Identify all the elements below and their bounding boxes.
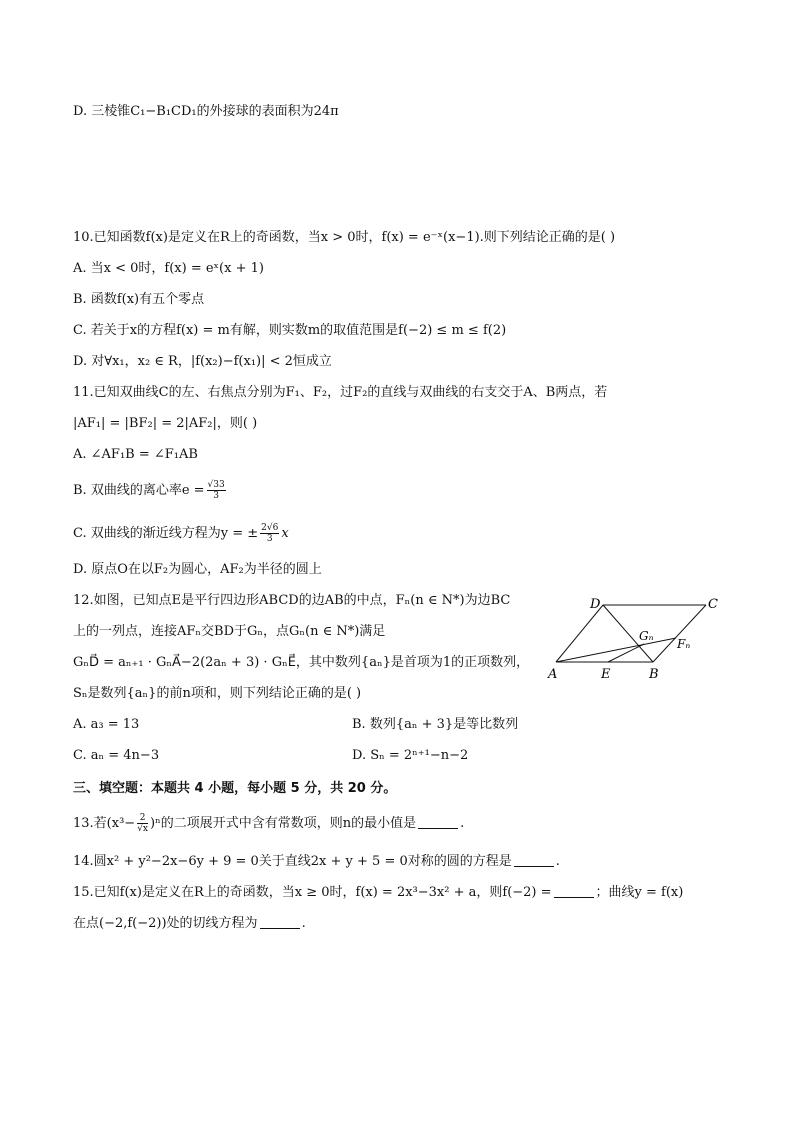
q10-option-a: A. 当x < 0时，f(x) = eˣ(x + 1): [73, 261, 264, 276]
q15: 15.已知f(x)是定义在R上的奇函数，当x ≥ 0时，f(x) = 2x³−3x² + a，则f(−2) = ；曲线y = f(x): [73, 885, 684, 900]
segment-eg: [608, 644, 644, 662]
eccentricity-fraction: $\frac{√33}{3}$: [207, 480, 225, 501]
q12-stem-2: 上的一列点，连接AFₙ交BD于Gₙ，点Gₙ(n ∈ N*)满足: [73, 624, 386, 639]
q11-option-d: D. 原点O在以F₂为圆心，AF₂为半径的圆上: [73, 562, 322, 577]
q10-stem: 10.已知函数f(x)是定义在R上的奇函数，当x > 0时，f(x) = e⁻ˣ(x−1).则下列结论正确的是( ): [73, 230, 616, 245]
q11-option-c-text: C. 双曲线的渐近线方程为y = ±: [73, 526, 259, 541]
label-e: E: [601, 667, 611, 682]
label-a: A: [548, 667, 558, 682]
label-b: B: [649, 667, 659, 682]
q11-option-a: A. ∠AF₁B = ∠F₁AB: [73, 447, 198, 462]
label-f: Fₙ: [677, 637, 691, 651]
label-d: D: [590, 597, 601, 612]
q11-option-b-text: B. 双曲线的离心率e =: [73, 483, 205, 498]
q11-option-c: C. 双曲线的渐近线方程为y = ± $\frac{2√6}{3}$ x: [73, 523, 289, 544]
q12-option-d: D. Sₙ = 2ⁿ⁺¹−n−2: [352, 748, 469, 763]
q11-stem: 11.已知双曲线C的左、右焦点分别为F₁、F₂，过F₂的直线与双曲线的右支交于A、B两点，若: [73, 385, 608, 400]
q11-option-b: [73, 480, 228, 501]
q14: 14.圆x² + y²−2x−6y + 9 = 0关于直线2x + y + 5 = 0对称的圆的方程是 .: [73, 854, 560, 869]
edge-ad: [556, 605, 603, 662]
asymptote-fraction: $\frac{2√6}{3}$: [261, 523, 279, 544]
q15-line-2: 在点(−2,f(−2))处的切线方程为 .: [73, 916, 306, 931]
q12-stem-4: Sₙ是数列{aₙ}的前n项和，则下列结论正确的是( ): [73, 686, 362, 701]
q12-option-a: A. a₃ = 13: [73, 717, 140, 732]
q12-stem: 12.如图，已知点E是平行四边形ABCD的边AB的中点，Fₙ(n ∈ N*)为边BC: [73, 593, 511, 608]
label-c: C: [708, 597, 718, 612]
q12-option-b: B. 数列{aₙ + 3}是等比数列: [352, 717, 519, 732]
q13-answer-blank[interactable]: [418, 816, 458, 829]
edge-bc: [653, 605, 706, 662]
q12-option-c: C. aₙ = 4n−3: [73, 748, 160, 763]
q14-answer-blank[interactable]: [514, 854, 554, 867]
label-g: Gₙ: [639, 629, 654, 643]
q12-stem-3: GₙD⃗ = aₙ₊₁ · GₙA⃗−2(2aₙ + 3) · GₙE⃗，其中数列{aₙ}是首项为1的正项数列，: [73, 655, 530, 670]
q9-option-d: D. 三棱锥C₁−B₁CD₁的外接球的表面积为24π: [73, 104, 339, 119]
q13-fraction: $\frac{2}{√x}$: [137, 813, 148, 834]
q10-option-c: C. 若关于x的方程f(x) = m有解，则实数m的取值范围是f(−2) ≤ m ≤ f(2): [73, 323, 507, 338]
q13: 13.若(x³− $\frac{2}{√x}$ )ⁿ的二项展开式中含有常数项，则n的最小值是 .: [73, 813, 465, 834]
q11-stem-2: |AF₁| = |BF₂| = 2|AF₂|，则( ): [73, 416, 258, 431]
q15-answer-blank-1[interactable]: [554, 885, 594, 898]
parallelogram-figure: [540, 588, 740, 688]
q10-option-d: D. 对∀x₁，x₂ ∈ R，|f(x₂)−f(x₁)| < 2恒成立: [73, 354, 332, 369]
q10-option-b: B. 函数f(x)有五个零点: [73, 292, 205, 307]
section-3-heading: 三、填空题：本题共 4 小题，每小题 5 分，共 20 分。: [73, 781, 397, 796]
q15-answer-blank-2[interactable]: [260, 916, 300, 929]
